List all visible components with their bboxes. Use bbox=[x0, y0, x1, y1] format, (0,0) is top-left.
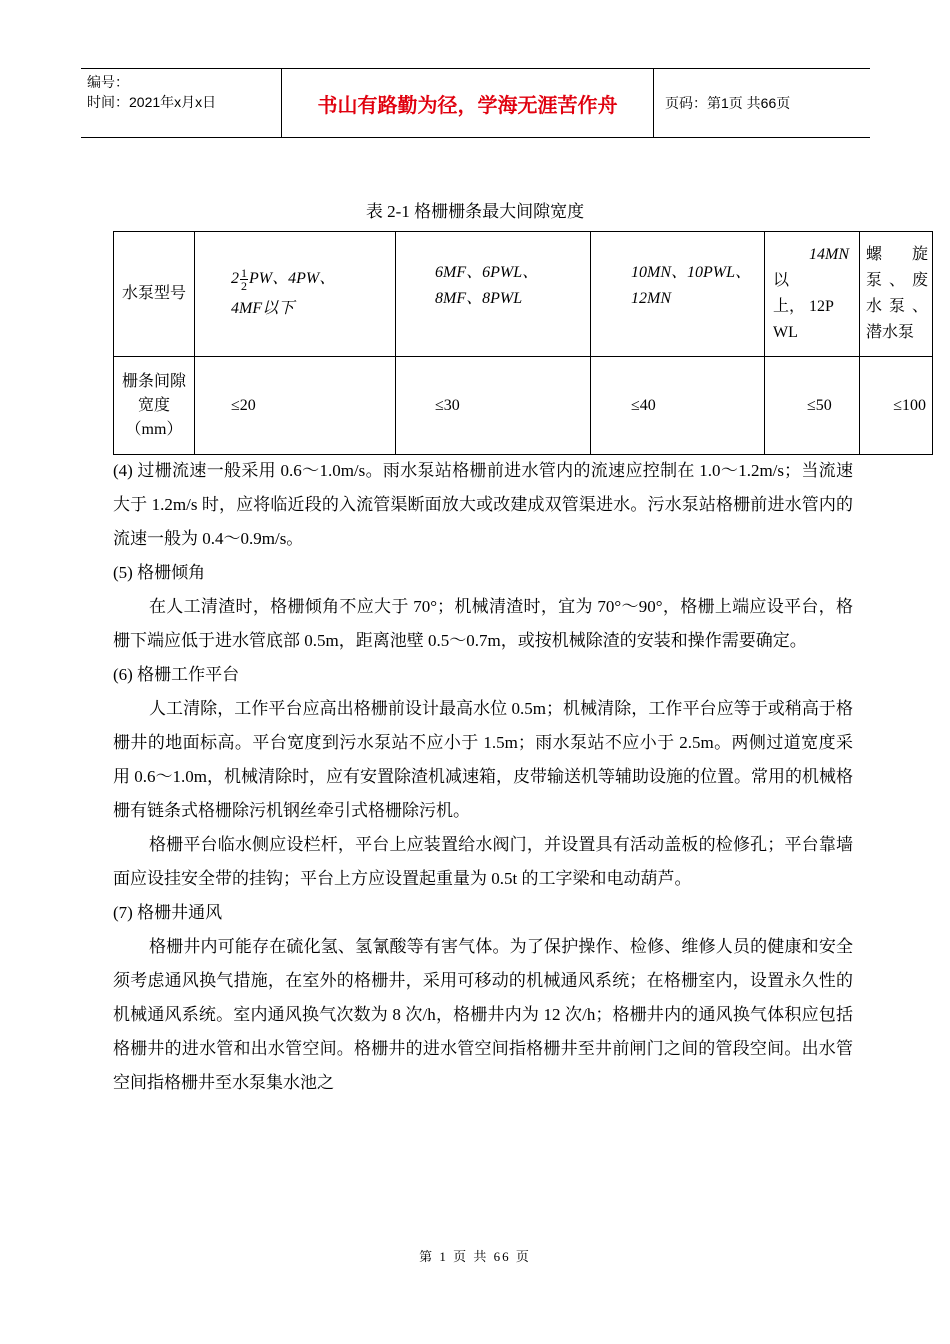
paragraph: 人工清除，工作平台应高出格栅前设计最高水位 0.5m；机械清除，工作平台应等于或稍高于格栅井的地面标高。平台宽度到污水泵站不应小于 1.5m；雨水泵站不应小于 2.5m。两侧过道宽度采用 0.6～1.0m，机械清除时，应有安置除渣机减速箱，皮带输送机等辅助设施的位置。常用的机械格栅有链条式格栅除污机钢丝牵引式格栅除污机。 bbox=[113, 699, 853, 820]
table-caption: 表 2-1 格栅栅条最大间隙宽度 bbox=[365, 202, 585, 221]
date-label: 时间：2021年x月x日 bbox=[87, 94, 217, 110]
paragraph: 在人工清渣时，格栅倾角不应大于 70°；机械清渣时，宜为 70°～90°，格栅上端应设平台，格栅下端应低于进水管底部 0.5m，距离池壁 0.5～0.7m，或按机械除渣的安装和操作需要确定。 bbox=[113, 597, 853, 650]
table-row bbox=[114, 232, 933, 357]
table-cell: ≤100 bbox=[860, 357, 933, 455]
table-cell: 螺旋泵、废水泵、潜水泵 bbox=[860, 232, 933, 357]
row-header-gap-width: 栅条间隙宽度（mm） bbox=[114, 357, 195, 455]
page-header bbox=[81, 68, 870, 138]
header-meta bbox=[81, 69, 281, 137]
page-footer: 第 1 页 共 66 页 bbox=[419, 1249, 531, 1264]
section-heading: (6) 格栅工作平台 bbox=[113, 665, 240, 684]
table-cell: 2 $\frac{1}{2}$ PW、4PW、 4MF以下 bbox=[195, 232, 396, 357]
serial-label: 编号： bbox=[87, 74, 129, 90]
header-divider bbox=[653, 69, 654, 137]
table-cell: 6MF、6PWL、 8MF、8PWL bbox=[396, 232, 591, 357]
section-heading: (5) 格栅倾角 bbox=[113, 563, 206, 582]
section-heading: (7) 格栅井通风 bbox=[113, 903, 223, 922]
header-page-number: 页码：第1页 共66页 bbox=[665, 95, 791, 111]
paragraph: 格栅平台临水侧应设栏杆，平台上应装置给水阀门，并设置具有活动盖板的检修孔；平台靠墙面应设挂安全带的挂钩；平台上方应设置起重量为 0.5t 的工字梁和电动葫芦。 bbox=[113, 835, 853, 888]
grille-gap-table bbox=[113, 231, 933, 455]
fraction: $\frac{1}{2}$ bbox=[241, 265, 247, 293]
table-cell: ≤20 bbox=[195, 357, 396, 455]
header-slogan: 书山有路勤为径，学海无涯苦作舟 bbox=[317, 92, 618, 117]
row-header-pump-model: 水泵型号 bbox=[114, 232, 195, 357]
table-cell: 10MN、10PWL、 12MN bbox=[591, 232, 765, 357]
paragraph: (4) 过栅流速一般采用 0.6～1.0m/s。雨水泵站格栅前进水管内的流速应控制在 1.0～1.2m/s；当流速大于 1.2m/s 时，应将临近段的入流管渠断面放大或改建成双管渠进水。污水泵站格栅前进水管内的流速一般为 0.4～0.9m/s。 bbox=[113, 461, 853, 548]
table-cell: ≤40 bbox=[591, 357, 765, 455]
table-cell: ≤50 bbox=[765, 357, 860, 455]
table-cell: 14MN 以 上， 12P WL bbox=[765, 232, 860, 357]
paragraph: 格栅井内可能存在硫化氢、氢氰酸等有害气体。为了保护操作、检修、维修人员的健康和安全须考虑通风换气措施，在室外的格栅井，采用可移动的机械通风系统；在格栅室内，设置永久性的机械通风系统。室内通风换气次数为 8 次/h，格栅井内为 12 次/h；格栅井内的通风换气体积应包括格栅井的进水管和出水管空间。格栅井的进水管空间指格栅井至井前闸门之间的管段空间。出水管空间指格栅井至水泵集水池之 bbox=[113, 937, 853, 1092]
table-cell: ≤30 bbox=[396, 357, 591, 455]
body-text bbox=[113, 454, 853, 1100]
table-row bbox=[114, 357, 933, 455]
